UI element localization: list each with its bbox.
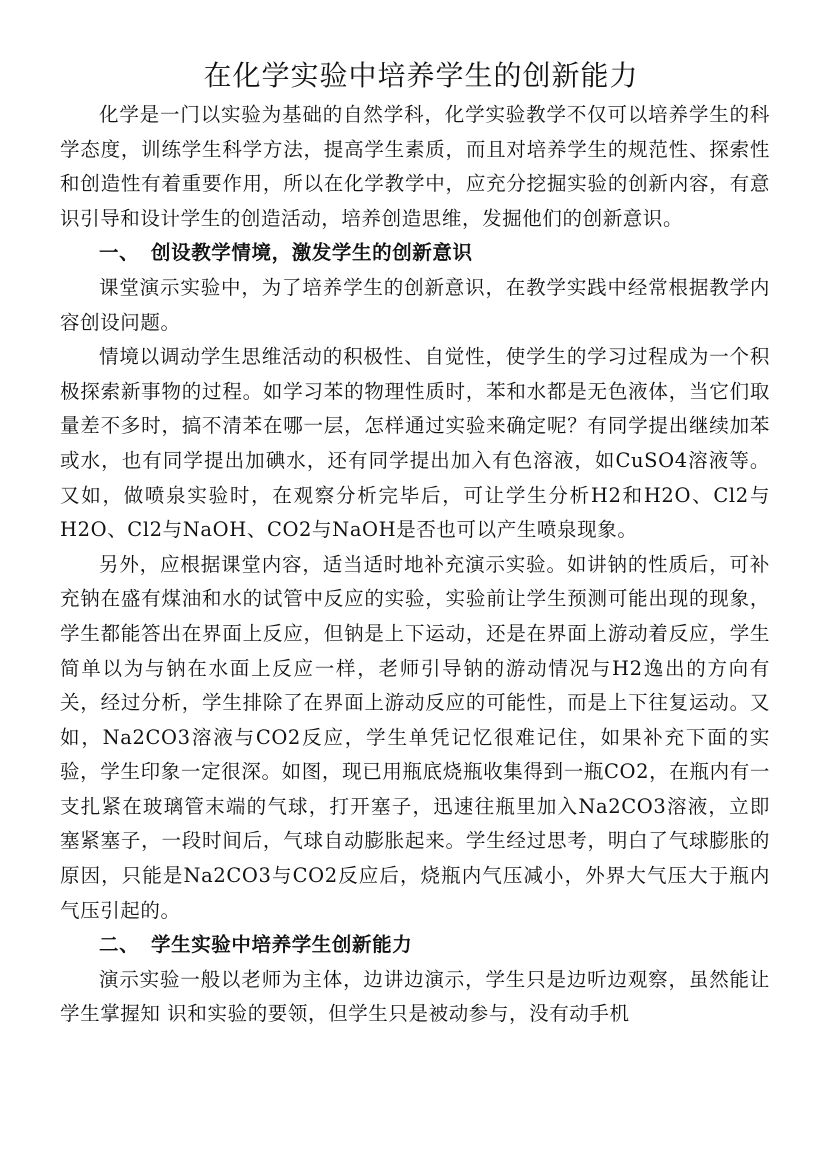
document-title: 在化学实验中培养学生的创新能力 bbox=[203, 59, 639, 92]
intro-paragraph: 化学是一门以实验为基础的自然学科，化学实验教学不仅可以培养学生的科学态度，训练学生科学方法，提高学生素质，而且对培养学生的规范性、探索性和创造性有着重要作用，所以在化学教学中，应充分挖掘实验的创新内容，有意识引导和设计学生的创造活动，培养创造思维，发掘他们的创新意识。 bbox=[60, 103, 770, 230]
section-2-title: 学生实验中培养学生创新能力 bbox=[151, 933, 413, 957]
section-1-title: 创设教学情境，激发学生的创新意识 bbox=[151, 241, 473, 265]
section-2-heading bbox=[60, 928, 770, 963]
section-1-paragraph-1: 课堂演示实验中，为了培养学生的创新意识，在教学实践中经常根据教学内容创设问题。 bbox=[60, 275, 770, 334]
document-page bbox=[60, 56, 770, 1032]
section-1-paragraph-3: 另外，应根据课堂内容，适当适时地补充演示实验。如讲钠的性质后，可补充钠在盛有煤油和水的试管中反应的实验，实验前让学生预测可能出现的现象，学生都能答出在界面上反应，但钠是上下运动，还是在界面上游动着反应，学生简单以为与钠在水面上反应一样，老师引导钠的游动情况与H2逸出的方向有关，经过分析，学生排除了在界面上游动反应的可能性，而是上下往复运动。又如，Na2CO3溶液与CO2反应，学生单凭记忆很难记住，如果补充下面的实验，学生印象一定很深。如图，现已用瓶底烧瓶收集得到一瓶CO2，在瓶内有一支扎紧在玻璃管末端的气球，打开塞子，迅速往瓶里加入Na2CO3溶液，立即塞紧塞子，一段时间后，气球自动膨胀起来。学生经过思考，明白了气球膨胀的原因，只能是Na2CO3与CO2反应后，烧瓶内气压减小，外界大气压大于瓶内气压引起的。 bbox=[60, 552, 770, 922]
section-1-paragraph-2: 情境以调动学生思维活动的积极性、自觉性，使学生的学习过程成为一个积极探索新事物的过程。如学习苯的物理性质时，苯和水都是无色液体，当它们取量差不多时，搞不清苯在哪一层，怎样通过实验来确定呢？有同学提出继续加苯或水，也有同学提出加碘水，还有同学提出加入有色溶液，如CuSO4溶液等。又如，做喷泉实验时，在观察分析完毕后，可让学生分析H2和H2O、Cl2与H2O、Cl2与NaOH、CO2与NaOH是否也可以产生喷泉现象。 bbox=[60, 345, 770, 542]
section-1-heading bbox=[60, 236, 770, 271]
section-2-number: 二、 bbox=[99, 933, 140, 957]
section-1-number: 一、 bbox=[99, 241, 140, 265]
section-2-paragraph-1: 演示实验一般以老师为主体，边讲边演示，学生只是边听边观察，虽然能让学生掌握知 识和实验的要领，但学生只是被动参与，没有动手机 bbox=[60, 967, 770, 1026]
